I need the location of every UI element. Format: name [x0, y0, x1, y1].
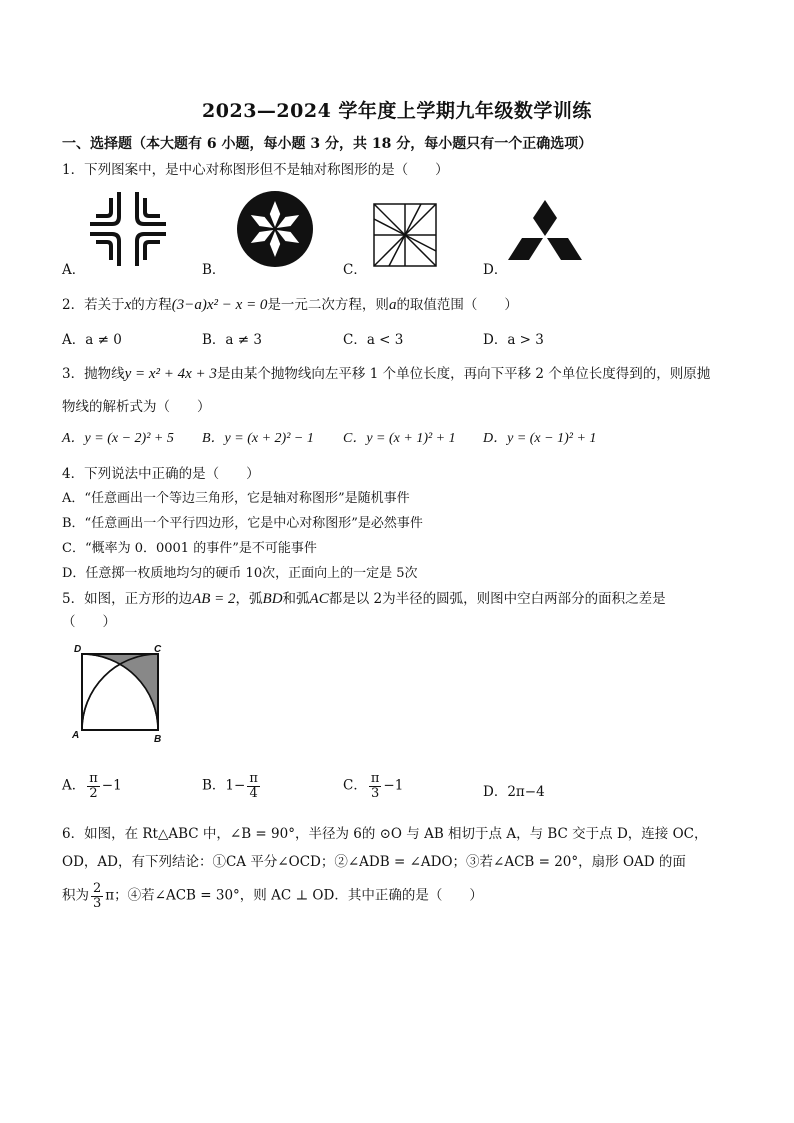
q6-frac	[91, 882, 103, 910]
q5-option-d	[483, 780, 545, 800]
q3-option-c: C．y = (x + 1)² + 1	[343, 431, 456, 446]
q5-option-b-head: 1−	[225, 777, 246, 794]
q5-option-a-den: 2	[89, 785, 98, 801]
q5-option-a-tail: −1	[101, 777, 122, 794]
q2-option-d: D．a > 3	[483, 332, 544, 348]
q5-label-a: A	[72, 730, 80, 741]
q6-line1: 6．如图，在 Rt△ABC 中，∠B = 90°，半径为 6的 ⊙O 与 AB 相切于点 A，与 BC 交于点 D，连接 OC，	[62, 826, 708, 842]
q5-option-a-frac	[87, 772, 100, 800]
q1-figure-d	[506, 198, 584, 268]
q2-option-a: A．a ≠ 0	[62, 332, 122, 348]
q1-label-a: A．	[62, 262, 86, 278]
q2-stem-a: 2．若关于	[62, 297, 125, 313]
q2-var-x: x	[124, 297, 132, 313]
q5-line2: （ ）	[62, 614, 116, 630]
q3-option-d: D．y = (x − 1)² + 1	[483, 431, 597, 446]
q5-option-a	[62, 772, 122, 800]
q5-option-a-num: π	[89, 771, 98, 786]
q6-frac-den: 3	[93, 895, 102, 911]
q5-figure	[70, 642, 178, 746]
q1-label-b: B．	[202, 262, 226, 278]
q5-option-c-tail: −1	[383, 777, 404, 794]
q1-figure-b	[236, 190, 314, 268]
q5-label-b: B	[154, 734, 162, 745]
q5-option-c-frac	[369, 772, 382, 800]
q2-stem-d: 是一元二次方程，则	[267, 297, 389, 313]
q2-var-a: a	[388, 297, 397, 313]
q2-stem-f: 的取值范围（ ）	[396, 297, 518, 313]
q4-option-d: D．任意掷一枚质地均匀的硬币 10次，正面向上的一定是 5次	[62, 566, 418, 581]
q5-option-c-den: 3	[370, 785, 380, 801]
q1-label-d: D．	[483, 262, 508, 278]
q3-line2: 物线的解析式为（ ）	[62, 399, 211, 415]
q6-line3-b: π；④若∠ACB = 30°，则 AC ⊥ OD．其中正确的是（ ）	[105, 887, 483, 904]
q5-option-c-num: π	[370, 771, 380, 786]
q5-option-b	[202, 772, 262, 800]
q2-stem	[62, 293, 518, 314]
q6-line3-a: 积为	[62, 887, 89, 904]
q3-line1	[62, 362, 710, 383]
q2-stem-c: 的方程	[131, 297, 172, 313]
q3-equation: y = x² + 4x + 3	[124, 366, 217, 382]
q5-arc-ac: AC	[309, 591, 329, 607]
q6-line2: OD，AD，有下列结论：①CA 平分∠OCD；②∠ADB = ∠ADO；③若∠ACB = 20°，扇形 OAD 的面	[62, 854, 686, 870]
q5-option-c-label: C．	[343, 777, 367, 794]
q5-option-d-label: D．	[483, 784, 508, 800]
q5-label-d: D	[74, 644, 82, 655]
q4-stem: 4．下列说法中正确的是（ ）	[62, 466, 260, 482]
q5-option-c	[343, 772, 403, 800]
page-title: 2023—2024 学年度上学期九年级数学训练	[202, 100, 592, 122]
q5-line1	[62, 587, 666, 608]
q4-option-b: B．“任意画出一个平行四边形，它是中心对称图形”是必然事件	[62, 516, 423, 531]
q1-label-c: C．	[343, 262, 367, 278]
q5-option-b-frac	[247, 772, 260, 800]
q3-option-a: A．y = (x − 2)² + 5	[62, 431, 174, 446]
q3-line1-a: 3．抛物线	[62, 366, 125, 382]
q5-option-d-value: 2π−4	[507, 784, 545, 800]
q5-line1-a: 5．如图，正方形的边	[62, 591, 193, 607]
q2-option-b: B．a ≠ 3	[202, 332, 262, 348]
section-heading: 一、选择题（本大题有 6 小题，每小题 3 分，共 18 分，每小题只有一个正确选项）	[62, 136, 593, 152]
q4-option-c: C．“概率为 0．0001 的事件”是不可能事件	[62, 541, 317, 556]
q2-option-c: C．a < 3	[343, 332, 404, 348]
q1-figure-a	[86, 190, 170, 268]
q4-option-a: A．“任意画出一个等边三角形，它是轴对称图形”是随机事件	[62, 491, 410, 506]
q5-arc-bd: BD	[262, 591, 283, 607]
q3-line1-b: 是由某个抛物线向左平移 1 个单位长度，再向下平移 2 个单位长度得到的，则原抛	[216, 366, 711, 382]
q6-frac-num: 2	[93, 881, 102, 896]
q5-line1-b: ，弧	[235, 591, 263, 607]
q5-line1-c: 和弧	[282, 591, 310, 607]
q5-option-a-label: A．	[62, 777, 86, 794]
q5-option-b-label: B．	[202, 777, 226, 794]
q1-figure-c	[372, 202, 438, 268]
q5-eq: AB = 2	[192, 591, 236, 607]
q5-option-b-num: π	[249, 771, 258, 786]
q6-line3	[62, 882, 483, 910]
q1-stem: 1．下列图案中，是中心对称图形但不是轴对称图形的是（ ）	[62, 162, 449, 178]
q2-equation: (3−a)x² − x = 0	[171, 297, 268, 313]
q5-line1-d: 都是以 2为半径的圆弧，则图中空白两部分的面积之差是	[328, 591, 666, 607]
q5-label-c: C	[154, 644, 162, 655]
q5-option-b-den: 4	[249, 785, 258, 801]
q3-option-b: B．y = (x + 2)² − 1	[202, 431, 314, 446]
